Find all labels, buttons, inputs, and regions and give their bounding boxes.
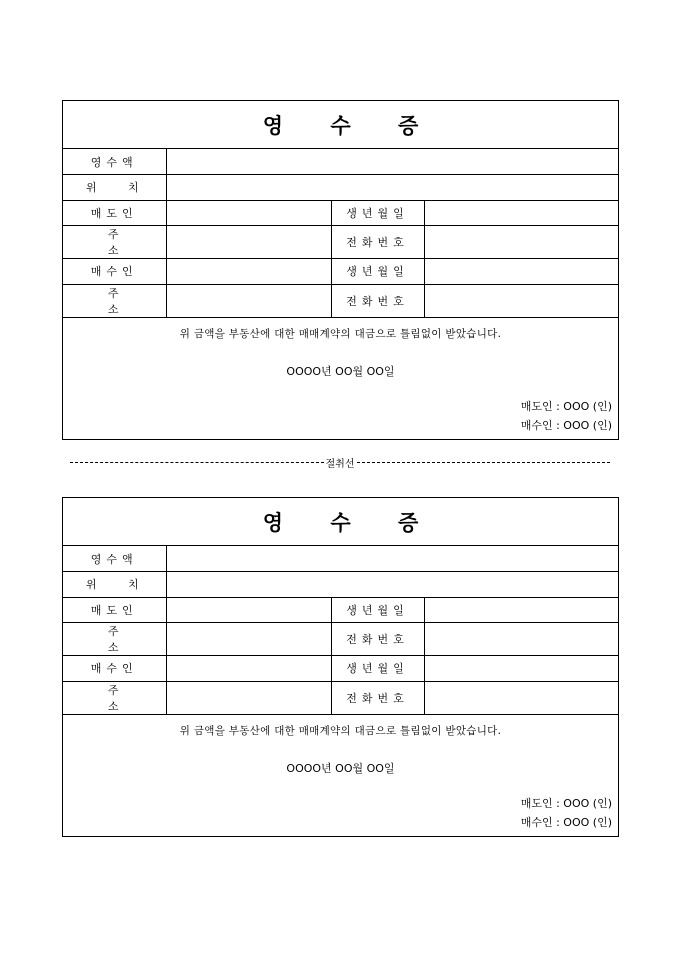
receipt-statement: 위 금액을 부동산에 대한 매매계약의 대금으로 틀림없이 받았습니다. xyxy=(179,327,502,340)
table-row xyxy=(63,623,618,656)
seller-name-field[interactable] xyxy=(166,597,331,623)
table-row xyxy=(63,175,618,201)
receipt-body xyxy=(63,318,618,439)
buyer-birth-field[interactable] xyxy=(424,259,618,285)
receipt-date: OOOO년 OO월 OO일 xyxy=(286,761,395,775)
seller-birth-field[interactable] xyxy=(424,200,618,226)
seller-address-label: 주 소 xyxy=(63,226,166,259)
receipt-body xyxy=(63,715,618,836)
amount-label: 영수액 xyxy=(63,149,166,175)
seller-birth-field[interactable] xyxy=(424,597,618,623)
receipt-title: 영 수 증 xyxy=(63,498,618,546)
location-label: 위 치 xyxy=(63,572,166,598)
buyer-birth-label: 생년월일 xyxy=(331,259,424,285)
buyer-label: 매수인 xyxy=(63,259,166,285)
buyer-phone-field[interactable] xyxy=(424,681,618,714)
buyer-phone-label: 전화번호 xyxy=(331,284,424,317)
receipt-form-1 xyxy=(62,100,619,440)
table-row xyxy=(63,226,618,259)
table-row xyxy=(63,546,618,572)
location-field[interactable] xyxy=(166,175,618,201)
seller-birth-label: 생년월일 xyxy=(331,200,424,226)
location-field[interactable] xyxy=(166,572,618,598)
buyer-birth-field[interactable] xyxy=(424,656,618,682)
table-row xyxy=(63,259,618,285)
seller-signature: 매도인 : OOO (인) xyxy=(520,796,612,810)
receipt-date: OOOO년 OO월 OO일 xyxy=(286,364,395,378)
buyer-signature: 매수인 : OOO (인) xyxy=(520,815,612,829)
buyer-phone-label: 전화번호 xyxy=(331,681,424,714)
seller-birth-label: 생년월일 xyxy=(331,597,424,623)
seller-signature: 매도인 : OOO (인) xyxy=(520,399,612,413)
table-row xyxy=(63,284,618,317)
receipt-statement: 위 금액을 부동산에 대한 매매계약의 대금으로 틀림없이 받았습니다. xyxy=(179,724,502,737)
receipt-title: 영 수 증 xyxy=(63,101,618,149)
amount-label: 영수액 xyxy=(63,546,166,572)
seller-address-field[interactable] xyxy=(166,623,331,656)
table-row xyxy=(63,200,618,226)
amount-field[interactable] xyxy=(166,149,618,175)
cut-line-dash-right xyxy=(357,462,611,463)
table-row xyxy=(63,149,618,175)
amount-field[interactable] xyxy=(166,546,618,572)
seller-label: 매도인 xyxy=(63,200,166,226)
buyer-address-field[interactable] xyxy=(166,284,331,317)
buyer-birth-label: 생년월일 xyxy=(331,656,424,682)
seller-phone-field[interactable] xyxy=(424,226,618,259)
table-row xyxy=(63,681,618,714)
receipt-form-2 xyxy=(62,497,619,837)
seller-name-field[interactable] xyxy=(166,200,331,226)
seller-address-field[interactable] xyxy=(166,226,331,259)
seller-label: 매도인 xyxy=(63,597,166,623)
cut-line-label: 절취선 xyxy=(325,459,355,470)
buyer-label: 매수인 xyxy=(63,656,166,682)
seller-phone-label: 전화번호 xyxy=(331,623,424,656)
buyer-signature: 매수인 : OOO (인) xyxy=(520,418,612,432)
location-label: 위 치 xyxy=(63,175,166,201)
table-row xyxy=(63,656,618,682)
buyer-name-field[interactable] xyxy=(166,656,331,682)
seller-phone-field[interactable] xyxy=(424,623,618,656)
buyer-name-field[interactable] xyxy=(166,259,331,285)
receipt-info-table xyxy=(63,149,618,318)
seller-address-label: 주 소 xyxy=(63,623,166,656)
cut-line-dash-left xyxy=(70,462,324,463)
cut-line xyxy=(70,455,610,470)
seller-phone-label: 전화번호 xyxy=(331,226,424,259)
buyer-address-label: 주 소 xyxy=(63,681,166,714)
buyer-phone-field[interactable] xyxy=(424,284,618,317)
buyer-address-label: 주 소 xyxy=(63,284,166,317)
table-row xyxy=(63,572,618,598)
buyer-address-field[interactable] xyxy=(166,681,331,714)
receipt-info-table xyxy=(63,546,618,715)
table-row xyxy=(63,597,618,623)
